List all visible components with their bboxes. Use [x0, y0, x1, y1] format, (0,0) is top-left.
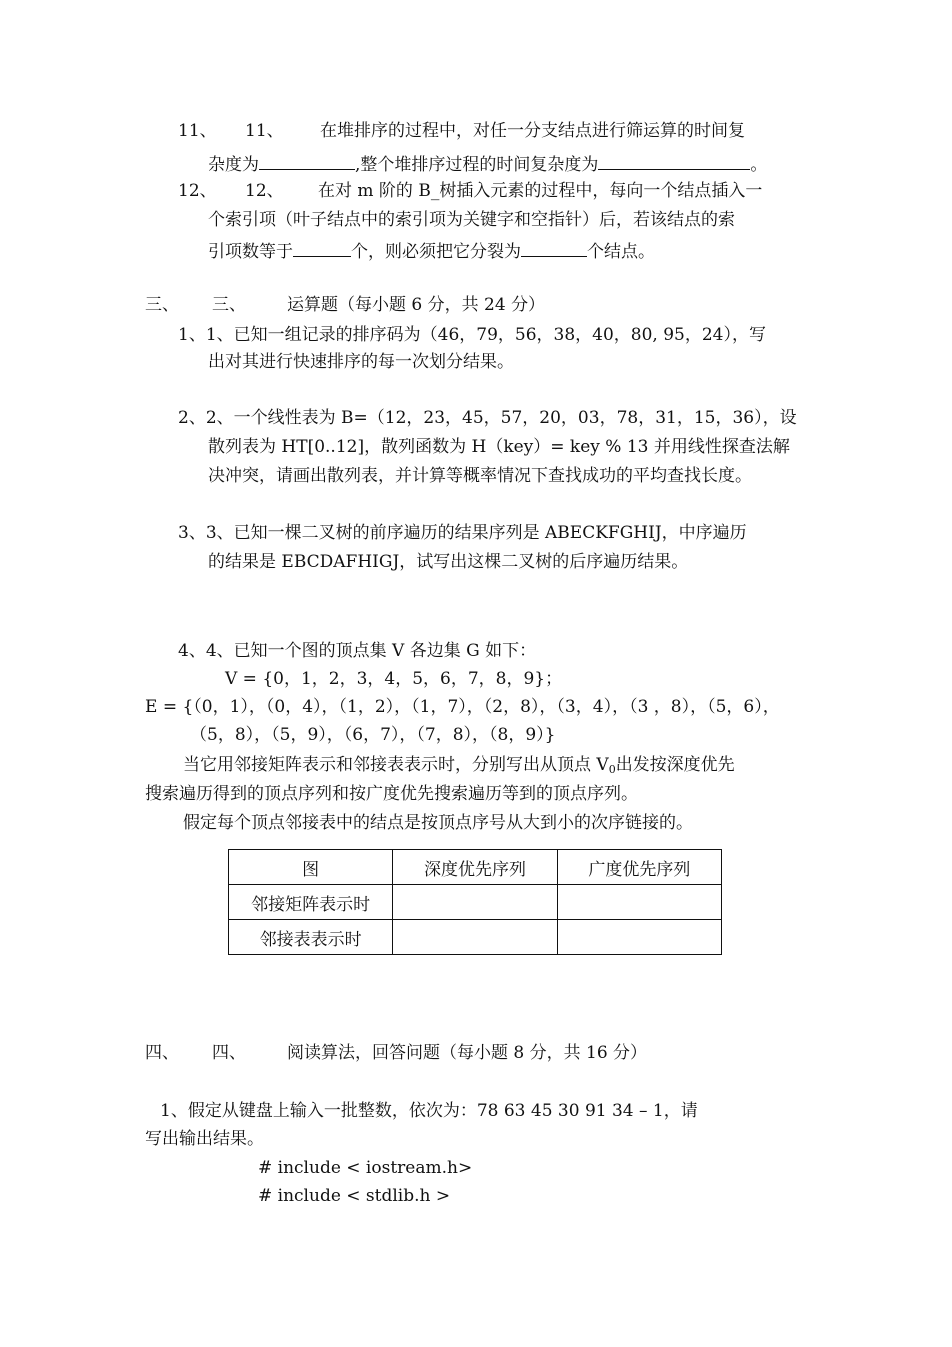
table-header: 深度优先序列: [393, 850, 557, 885]
problem-4-instruction-line1: [183, 757, 735, 775]
table-cell: [393, 885, 557, 920]
reading-problem-1-line1: 1、假定从键盘上输入一批整数，依次为：78 63 45 30 91 34 – 1，请: [160, 1101, 698, 1121]
section-3-number-repeat: 三、: [212, 295, 246, 315]
table-cell: [393, 920, 557, 955]
question-11-text-line2: [208, 153, 767, 174]
question-12-part-a: 引项数等于: [208, 242, 293, 262]
question-11-number-repeat: 11、: [245, 121, 284, 141]
section-4-title: 阅读算法，回答问题（每小题 8 分，共 16 分）: [287, 1043, 648, 1063]
edge-set-line2: （5，8），（5，9），（6，7），（7，8），（8，9）}: [190, 725, 556, 745]
table-header: 图: [229, 850, 393, 885]
question-11-part-c: 。: [750, 155, 768, 175]
table-cell: [557, 920, 721, 955]
question-12-number-repeat: 12、: [245, 181, 284, 201]
section-4-number: 四、: [145, 1043, 179, 1063]
question-12-part-c: 个结点。: [587, 242, 655, 262]
question-11-text-line1: 在堆排序的过程中，对任一分支结点进行筛运算的时间复: [320, 121, 745, 141]
problem-2-line1: 2、2、一个线性表为 B=（12，23，45，57，20，03，78，31，15，36），设: [178, 408, 797, 428]
problem-4-line1: 4、4、已知一个图的顶点集 V 各边集 G 如下：: [178, 641, 537, 661]
table-row: [229, 920, 722, 955]
table-cell: [557, 885, 721, 920]
problem-2-line2: 散列表为 HT[0..12]，散列函数为 H（key）= key % 13 并用线性探查法解: [208, 437, 790, 457]
edge-set-line1: E = {（0，1），（0，4），（1，2），（1，7），（2，8），（3，4），（3 ，8），（5，6），: [145, 697, 780, 717]
table-header-row: [229, 850, 722, 885]
problem-2-line3: 决冲突，请画出散列表，并计算等概率情况下查找成功的平均查找长度。: [208, 466, 752, 486]
problem-3-line2: 的结果是 EBCDAFHIGJ，试写出这棵二叉树的后序遍历结果。: [208, 552, 689, 572]
question-12-text-line2: 个索引项（叶子结点中的索引项为关键字和空指针）后，若该结点的索: [208, 210, 735, 230]
table-row: [229, 885, 722, 920]
code-line-include-iostream: # include < iostream.h>: [258, 1158, 473, 1178]
traversal-answer-table: [228, 849, 722, 955]
problem-1-line2: 出对其进行快速排序的每一次划分结果。: [208, 352, 514, 372]
question-11-number: 11、: [178, 121, 217, 141]
question-12-part-b: 个，则必须把它分裂为: [351, 242, 521, 262]
reading-problem-1-line2: 写出输出结果。: [145, 1129, 264, 1149]
table-row-label: 邻接矩阵表示时: [229, 885, 393, 920]
answer-blank: [293, 240, 351, 257]
table-header: 广度优先序列: [557, 850, 721, 885]
problem-4-assumption: 假定每个顶点邻接表中的结点是按顶点序号从大到小的次序链接的。: [183, 813, 693, 833]
question-12-text-line3: [208, 240, 655, 261]
problem-3-line1: 3、3、已知一棵二叉树的前序遍历的结果序列是 ABECKFGHIJ，中序遍历: [178, 523, 747, 543]
answer-blank: [521, 240, 587, 257]
vertex-set: V = {0，1，2，3，4，5，6，7，8，9}；: [225, 669, 563, 689]
question-12-text-line1: 在对 m 阶的 B_树插入元素的过程中，每向一个结点插入一: [318, 181, 763, 201]
table-row-label: 邻接表表示时: [229, 920, 393, 955]
instruction-text-cont: 出发按深度优先: [615, 755, 735, 775]
problem-4-instruction-line2: 搜索遍历得到的顶点序列和按广度优先搜索遍历等到的顶点序列。: [145, 784, 638, 804]
answer-blank: [259, 153, 355, 170]
problem-1-line1: 1、1、已知一组记录的排序码为（46，79，56，38，40，80, 95，24），写: [178, 325, 766, 345]
subscript: 0: [608, 763, 616, 776]
section-3-number: 三、: [145, 295, 179, 315]
question-11-part-b: ,整个堆排序过程的时间复杂度为: [355, 155, 599, 175]
question-11-part-a: 杂度为: [208, 155, 259, 175]
instruction-text: 当它用邻接矩阵表示和邻接表表示时，分别写出从顶点 V: [183, 755, 609, 775]
code-line-include-stdlib: # include < stdlib.h >: [258, 1186, 451, 1206]
section-3-title: 运算题（每小题 6 分，共 24 分）: [287, 295, 546, 315]
section-4-number-repeat: 四、: [212, 1043, 246, 1063]
answer-blank: [598, 153, 750, 170]
question-12-number: 12、: [178, 181, 217, 201]
